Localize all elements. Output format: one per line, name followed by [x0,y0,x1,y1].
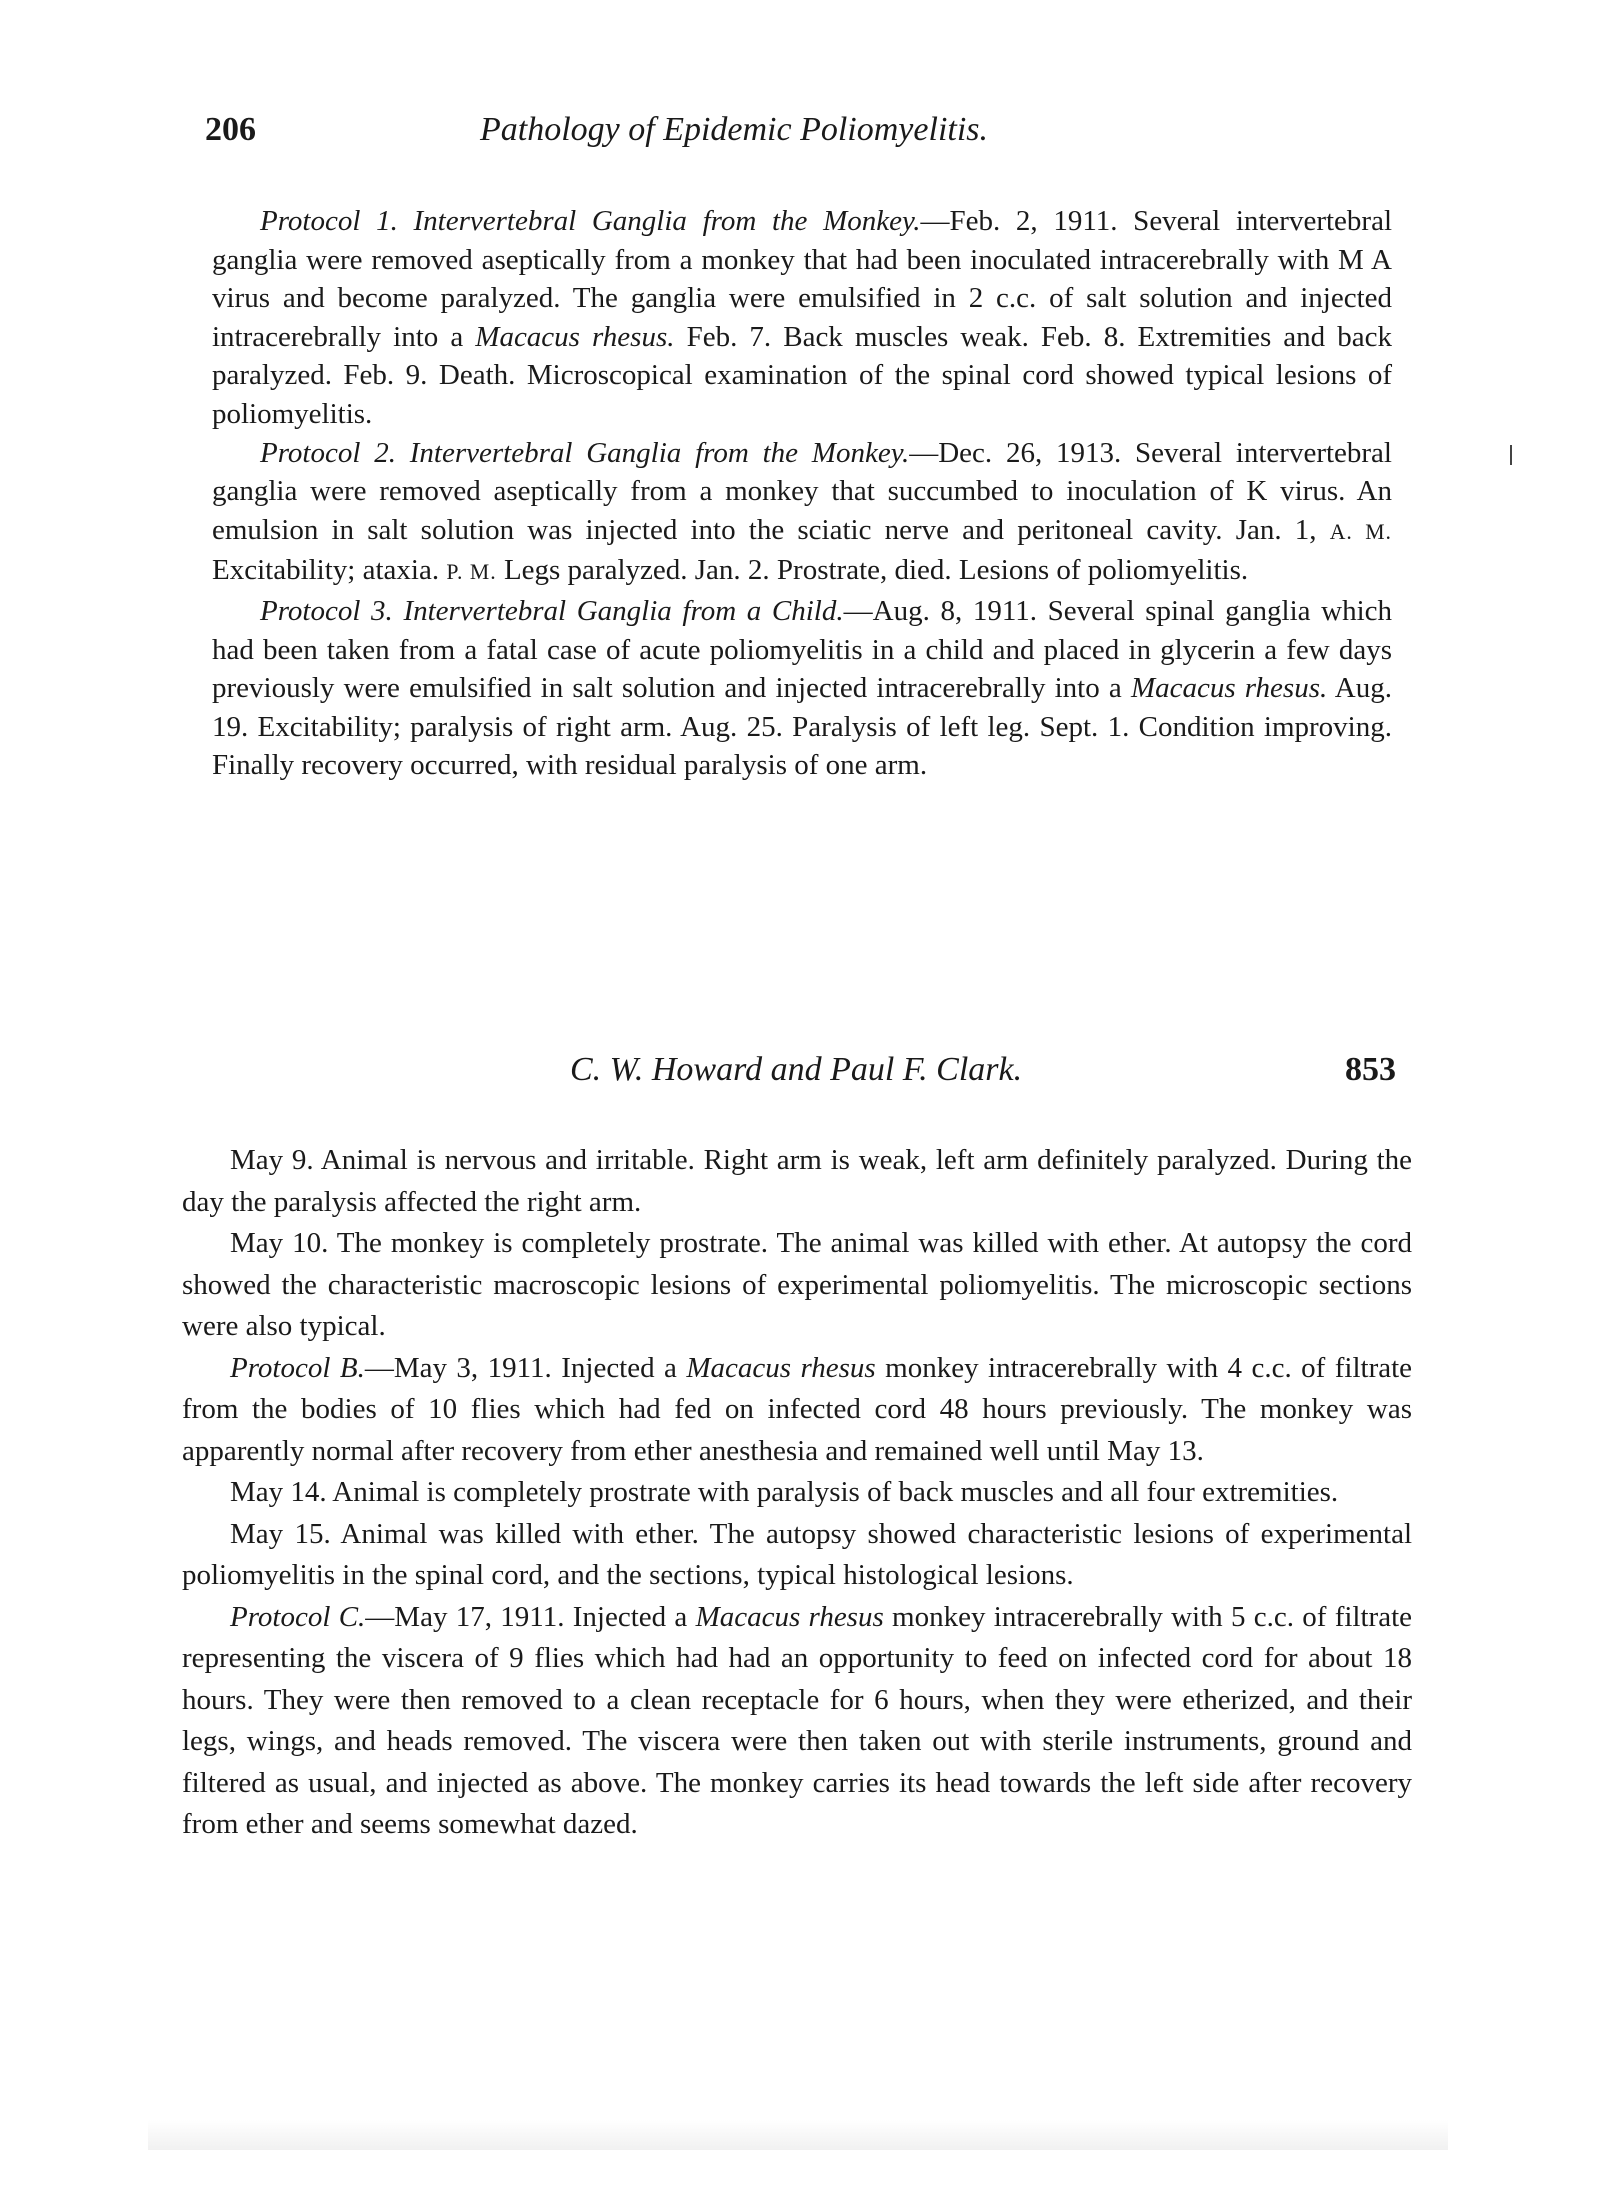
protocol-label: Protocol C. [230,1600,366,1633]
bottom-body [182,1140,1412,1846]
paragraph-text: Excitability; ataxia. [212,554,447,587]
protocol-label: Protocol B. [230,1351,365,1384]
paragraph-text: monkey intracerebrally with 5 c.c. of filtrate representing the viscera of 9 flies which had had an opportunity to feed on infected cord for about 18 hours. They were then removed to a clean receptacle for 6 hours, when they were etherized, and their legs, wings, and heads removed. The viscera were then taken out with sterile instruments, ground and filtered as usual, and injected as above. The monkey carries its head towards the left side after recovery from ether and seems somewhat dazed. [182,1600,1413,1840]
species-name: Macacus rhesus. [475,320,675,353]
species-name: Macacus rhesus [686,1351,876,1384]
time-abbrev: A. M. [1329,519,1392,544]
paragraph-text: Legs paralyzed. Jan. 2. Prostrate, died. Lesions of poliomyelitis. [496,554,1249,587]
paragraph-text: Feb. 2, 1911. Several intervertebral ganglia were removed aseptically from a monkey that had been inoculated intracerebrally with M A virus and become paralyzed. The ganglia were emulsified in 2 c.c. of salt solution and injected intracerebrally into a [212,205,1392,353]
paragraph-text: monkey intracerebrally with 4 c.c. of filtrate from the bodies of 10 flies which had fed on infected cord 48 hours previously. The monkey was apparently normal after recovery from ether anesthesia and remained well until May 13. [182,1351,1413,1467]
page-number: 853 [1345,1051,1396,1088]
protocol-c-paragraph [182,1597,1412,1846]
paragraph-text: Aug. 8, 1911. Several spinal ganglia which had been taken from a fatal case of acute poliomyelitis in a child and placed in glycerin a few days previously were emulsified in salt solution and injected intracerebrally into a [212,594,1392,705]
dash: — [920,205,950,237]
protocol-label: Protocol 1. [260,205,398,237]
paragraph-text: —May 17, 1911. Injected a [365,1600,696,1633]
may-14-paragraph: May 14. Animal is completely prostrate with paralysis of back muscles and all four extremities. [230,1476,1339,1508]
may-10-paragraph: May 10. The monkey is completely prostrate. The animal was killed with ether. At autopsy the cord showed the characteristic macroscopic lesions of experimental poliomyelitis. The microscopic sections were also typical. [182,1227,1412,1342]
paragraph-text: Feb. 7. Back muscles weak. Feb. 8. Extremities and back paralyzed. Feb. 9. Death. Microscopical examination of the spinal cord showed typical lesions of poliomyelitis. [212,320,1392,430]
protocol-label: Protocol 2. [260,436,396,469]
dash: — [909,436,939,469]
running-title: C. W. Howard and Paul F. Clark. [570,1051,1023,1088]
bottom-page [0,1050,1600,2160]
protocol-heading: Intervertebral Ganglia from the Monkey. [409,436,910,469]
scan-mark [1510,445,1512,465]
protocol-2-paragraph [212,434,1392,592]
protocol-heading: Intervertebral Ganglia from the Monkey. [413,205,921,237]
paragraph-text: Aug. 19. Excitability; paralysis of right arm. Aug. 25. Paralysis of left leg. Sept. 1. Condition improving. Finally recovery occurred, with residual paralysis of one arm. [212,672,1393,782]
dash: — [843,594,873,627]
may-9-paragraph: May 9. Animal is nervous and irritable. Right arm is weak, left arm definitely paralyzed. During the day the paralysis affected the right arm. [182,1144,1412,1218]
protocol-3-paragraph [212,592,1392,785]
paragraph-text: —May 3, 1911. Injected a [364,1351,687,1384]
species-name: Macacus rhesus [695,1600,884,1633]
scan-shadow [148,2120,1448,2150]
protocol-label: Protocol 3. [260,594,393,627]
protocol-heading: Intervertebral Ganglia from a Child. [403,594,844,627]
top-page [0,110,1600,930]
protocol-1-paragraph [212,202,1392,434]
paragraph-text: Dec. 26, 1913. Several intervertebral ganglia were removed aseptically from a monkey that succumbed to inoculation of K virus. An emulsion in salt solution was injected into the sciatic nerve and peritoneal cavity. Jan. 1, [212,436,1392,546]
protocol-b-paragraph [182,1348,1412,1473]
page-number: 206 [205,111,256,148]
time-abbrev: P. M. [446,560,497,585]
may-15-paragraph: May 15. Animal was killed with ether. The autopsy showed characteristic lesions of experimental poliomyelitis in the spinal cord, and the sections, typical histological lesions. [182,1517,1412,1591]
species-name: Macacus rhesus. [1130,672,1328,705]
running-title: Pathology of Epidemic Poliomyelitis. [480,111,989,148]
top-body [212,202,1392,785]
